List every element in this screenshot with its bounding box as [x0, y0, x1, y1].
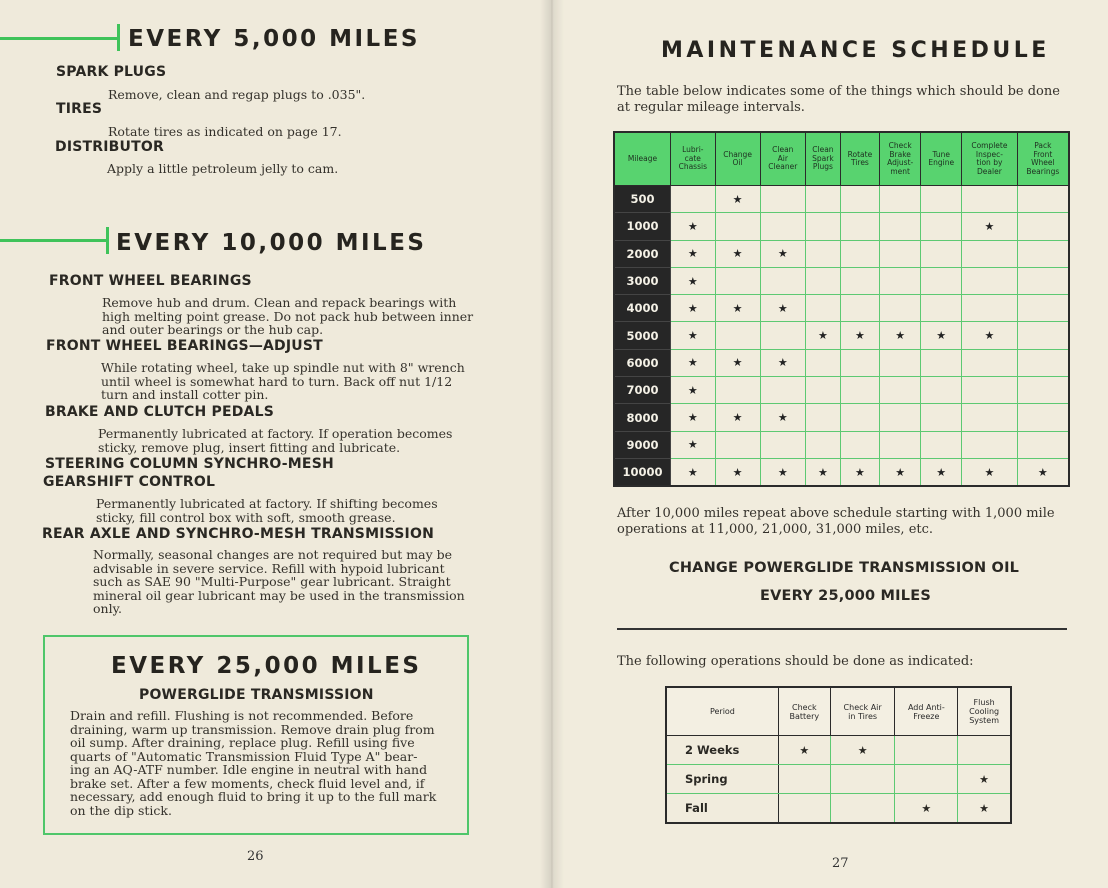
empty-cell [879, 404, 920, 431]
empty-cell [1017, 295, 1069, 322]
column-header: Clean Spark Plugs [806, 132, 841, 186]
green-rule-end [117, 24, 120, 51]
empty-cell [715, 377, 760, 404]
item-title: STEERING COLUMN SYNCHRO-MESH [45, 456, 334, 472]
empty-cell [879, 267, 920, 294]
star-icon: ★ [715, 349, 760, 376]
empty-cell [921, 213, 962, 240]
empty-cell [962, 240, 1018, 267]
star-icon: ★ [671, 404, 716, 431]
ops-intro: The following operations should be done as indicated: [617, 654, 974, 669]
star-icon: ★ [671, 377, 716, 404]
item-text: Normally, seasonal changes are not required but may be advisable in severe service. Refill with hypoid lubricant such as SAE 90 "Multi-Purpose" gear lubricant. Straight mineral oil gear lubricant may be used in the transmission only. [93, 547, 465, 616]
item-text: Permanently lubricated at factory. If shifting becomes sticky, fill control box with soft, smooth grease. [96, 496, 438, 525]
empty-cell [1017, 213, 1069, 240]
empty-cell [760, 431, 805, 458]
empty-cell [962, 295, 1018, 322]
period-header: Period [666, 687, 778, 736]
empty-cell [715, 267, 760, 294]
empty-cell [760, 322, 805, 349]
star-icon: ★ [760, 295, 805, 322]
column-header: Flush Cooling System [958, 687, 1011, 736]
empty-cell [962, 349, 1018, 376]
page-number: 27 [832, 856, 849, 871]
table-row [614, 431, 1069, 458]
star-icon: ★ [760, 458, 805, 486]
empty-cell [1017, 240, 1069, 267]
empty-cell [1017, 431, 1069, 458]
green-rule [0, 239, 109, 242]
empty-cell [962, 377, 1018, 404]
empty-cell [806, 295, 841, 322]
star-icon: ★ [671, 349, 716, 376]
table-row [614, 404, 1069, 431]
column-header: Tune Engine [921, 132, 962, 186]
mileage-cell: 1000 [614, 213, 671, 240]
empty-cell [879, 240, 920, 267]
empty-cell [921, 404, 962, 431]
star-icon: ★ [962, 213, 1018, 240]
empty-cell [921, 349, 962, 376]
empty-cell [921, 431, 962, 458]
table-row [666, 765, 1011, 794]
empty-cell [962, 186, 1018, 213]
mileage-cell: 9000 [614, 431, 671, 458]
table-row [666, 736, 1011, 765]
box-text: Drain and refill. Flushing is not recommended. Before draining, warm up transmission. Remove drain plug from oil sump. After draining, replace plug. Refill using five quarts of "Automatic Transmission Fluid Type A" bear- ing an AQ-ATF number. Idle engine in neutral with hand brake set. After a few moments, check fluid level and, if necessary, add enough fluid to bring it up to the full mark on the dip stick. [70, 708, 437, 818]
table-row [614, 377, 1069, 404]
empty-cell [778, 765, 830, 794]
page-number: 26 [247, 849, 264, 864]
empty-cell [1017, 322, 1069, 349]
star-icon: ★ [671, 458, 716, 486]
mileage-cell: 500 [614, 186, 671, 213]
empty-cell [1017, 267, 1069, 294]
period-cell: Spring [666, 765, 778, 794]
item-title: BRAKE AND CLUTCH PEDALS [45, 404, 274, 420]
star-icon: ★ [921, 322, 962, 349]
divider [617, 628, 1067, 630]
item-title: SPARK PLUGS [56, 64, 167, 80]
star-icon: ★ [879, 458, 920, 486]
empty-cell [806, 431, 841, 458]
empty-cell [921, 377, 962, 404]
star-icon: ★ [671, 240, 716, 267]
star-icon: ★ [806, 458, 841, 486]
left-page [0, 0, 552, 888]
empty-cell [806, 377, 841, 404]
empty-cell [879, 431, 920, 458]
empty-cell [715, 322, 760, 349]
mileage-cell: 8000 [614, 404, 671, 431]
star-icon: ★ [760, 349, 805, 376]
empty-cell [1017, 349, 1069, 376]
table-row [614, 458, 1069, 486]
empty-cell [806, 240, 841, 267]
mileage-cell: 7000 [614, 377, 671, 404]
book-spine [540, 0, 564, 888]
star-icon: ★ [671, 295, 716, 322]
empty-cell [879, 213, 920, 240]
operations-table [665, 686, 1012, 824]
empty-cell [958, 736, 1011, 765]
item-text: Remove hub and drum. Clean and repack bearings with high melting point grease. Do not pack hub between inner and outer bearings or the hub cap. [102, 295, 474, 337]
table-row [614, 349, 1069, 376]
empty-cell [921, 295, 962, 322]
ops-header-row [666, 687, 1011, 736]
star-icon: ★ [715, 458, 760, 486]
table-row [666, 794, 1011, 824]
empty-cell [715, 431, 760, 458]
empty-cell [962, 404, 1018, 431]
mileage-cell: 4000 [614, 295, 671, 322]
empty-cell [840, 404, 879, 431]
column-header: Change Oil [715, 132, 760, 186]
empty-cell [921, 267, 962, 294]
star-icon: ★ [806, 322, 841, 349]
empty-cell [1017, 404, 1069, 431]
empty-cell [895, 736, 958, 765]
empty-cell [840, 240, 879, 267]
item-text: Permanently lubricated at factory. If operation becomes sticky, remove plug, insert fitting and lubricate. [98, 426, 453, 455]
star-icon: ★ [671, 213, 716, 240]
empty-cell [1017, 377, 1069, 404]
star-icon: ★ [671, 322, 716, 349]
empty-cell [760, 213, 805, 240]
item-text: While rotating wheel, take up spindle nut with 8" wrench until wheel is somewhat hard to turn. Back off nut 1/12 turn and install cotter pin. [101, 360, 465, 402]
star-icon: ★ [895, 794, 958, 824]
empty-cell [962, 267, 1018, 294]
empty-cell [879, 295, 920, 322]
star-icon: ★ [958, 765, 1011, 794]
change-heading-miles: EVERY 25,000 MILES [760, 588, 931, 604]
column-header: Check Brake Adjust- ment [879, 132, 920, 186]
star-icon: ★ [840, 458, 879, 486]
item-text: Remove, clean and regap plugs to .035". [108, 87, 366, 102]
empty-cell [806, 186, 841, 213]
column-header: Pack Front Wheel Bearings [1017, 132, 1069, 186]
empty-cell [840, 431, 879, 458]
star-icon: ★ [760, 240, 805, 267]
green-rule [0, 37, 120, 40]
empty-cell [840, 267, 879, 294]
empty-cell [715, 213, 760, 240]
column-header: Check Air in Tires [830, 687, 895, 736]
table-row [614, 186, 1069, 213]
star-icon: ★ [715, 404, 760, 431]
column-header: Complete Inspec- tion by Dealer [962, 132, 1018, 186]
empty-cell [806, 349, 841, 376]
table-row [614, 267, 1069, 294]
table-row [614, 295, 1069, 322]
star-icon: ★ [962, 322, 1018, 349]
mileage-header: Mileage [614, 132, 671, 186]
table-row [614, 240, 1069, 267]
star-icon: ★ [958, 794, 1011, 824]
column-header: Add Anti- Freeze [895, 687, 958, 736]
table-row [614, 213, 1069, 240]
period-cell: 2 Weeks [666, 736, 778, 765]
empty-cell [806, 267, 841, 294]
ops-body [666, 736, 1011, 824]
mileage-cell: 3000 [614, 267, 671, 294]
box-heading: EVERY 25,000 MILES [111, 653, 422, 679]
intro-text: The table below indicates some of the things which should be done at regular mileage intervals. [617, 84, 1060, 115]
heading-10000: EVERY 10,000 MILES [116, 230, 427, 256]
box-25000 [43, 635, 469, 835]
empty-cell [778, 794, 830, 824]
empty-cell [760, 267, 805, 294]
star-icon: ★ [715, 186, 760, 213]
empty-cell [879, 349, 920, 376]
star-icon: ★ [671, 431, 716, 458]
star-icon: ★ [830, 736, 895, 765]
star-icon: ★ [879, 322, 920, 349]
empty-cell [840, 377, 879, 404]
heading-5000: EVERY 5,000 MILES [128, 26, 420, 52]
star-icon: ★ [715, 240, 760, 267]
empty-cell [806, 213, 841, 240]
empty-cell [830, 794, 895, 824]
item-title-continued: GEARSHIFT CONTROL [43, 474, 216, 490]
star-icon: ★ [962, 458, 1018, 486]
empty-cell [760, 377, 805, 404]
empty-cell [840, 186, 879, 213]
mileage-cell: 2000 [614, 240, 671, 267]
item-title: REAR AXLE AND SYNCHRO-MESH TRANSMISSION [42, 526, 434, 542]
star-icon: ★ [671, 267, 716, 294]
mileage-cell: 10000 [614, 458, 671, 486]
empty-cell [760, 186, 805, 213]
column-header: Check Battery [778, 687, 830, 736]
item-title: TIRES [56, 101, 103, 117]
empty-cell [840, 295, 879, 322]
item-title: FRONT WHEEL BEARINGS [49, 273, 252, 289]
green-rule-end [106, 227, 109, 254]
empty-cell [830, 765, 895, 794]
mileage-cell: 5000 [614, 322, 671, 349]
star-icon: ★ [778, 736, 830, 765]
page-title: MAINTENANCE SCHEDULE [661, 38, 1050, 63]
empty-cell [806, 404, 841, 431]
item-text: Rotate tires as indicated on page 17. [108, 124, 342, 139]
mileage-cell: 6000 [614, 349, 671, 376]
column-header: Lubri- cate Chassis [671, 132, 716, 186]
column-header: Rotate Tires [840, 132, 879, 186]
empty-cell [671, 186, 716, 213]
schedule-body [614, 186, 1069, 487]
star-icon: ★ [921, 458, 962, 486]
box-subheading: POWERGLIDE TRANSMISSION [139, 687, 374, 703]
star-icon: ★ [840, 322, 879, 349]
item-title: FRONT WHEEL BEARINGS—ADJUST [46, 338, 323, 354]
empty-cell [921, 240, 962, 267]
empty-cell [921, 186, 962, 213]
item-text: Apply a little petroleum jelly to cam. [107, 161, 339, 176]
star-icon: ★ [1017, 458, 1069, 486]
item-title: DISTRIBUTOR [55, 139, 164, 155]
after-text: After 10,000 miles repeat above schedule starting with 1,000 mile operations at 11,000, 21,000, 31,000 miles, etc. [617, 506, 1055, 537]
star-icon: ★ [715, 295, 760, 322]
empty-cell [840, 349, 879, 376]
empty-cell [879, 186, 920, 213]
empty-cell [879, 377, 920, 404]
star-icon: ★ [760, 404, 805, 431]
column-header: Clean Air Cleaner [760, 132, 805, 186]
empty-cell [962, 431, 1018, 458]
empty-cell [1017, 186, 1069, 213]
empty-cell [840, 213, 879, 240]
period-cell: Fall [666, 794, 778, 824]
maintenance-schedule-table [613, 131, 1070, 487]
empty-cell [895, 765, 958, 794]
table-row [614, 322, 1069, 349]
change-heading: CHANGE POWERGLIDE TRANSMISSION OIL [669, 560, 1020, 576]
schedule-header-row [614, 132, 1069, 186]
